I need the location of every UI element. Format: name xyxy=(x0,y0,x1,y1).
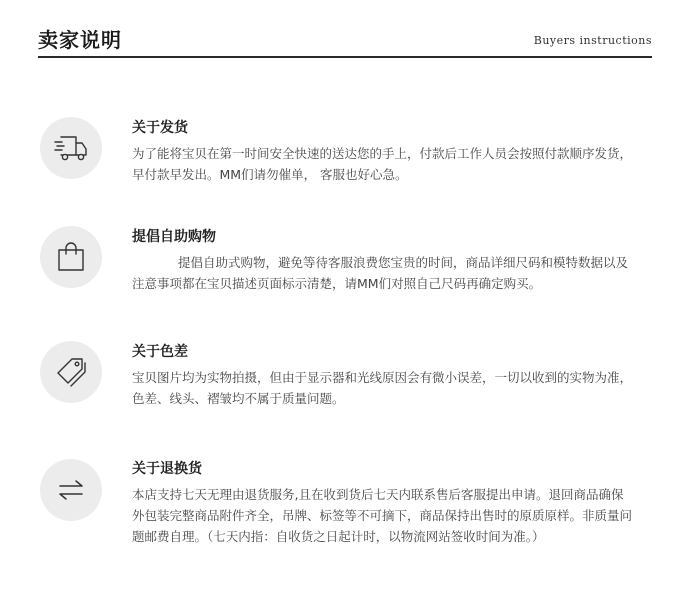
page-subtitle: Buyers instructions xyxy=(533,34,652,47)
shopping-bag-icon xyxy=(40,226,102,288)
section-title: 关于退换货 xyxy=(132,461,202,477)
section-title: 关于发货 xyxy=(132,120,188,136)
section-body: 本店支持七天无理由退货服务,且在收到货后七天内联系售后客服提出申请。退回商品确保外包装完整商品附件齐全，吊牌、标签等不可摘下，商品保持出售时的原质原样。非质量问题邮费自理。（七天内指：自收货之日起计时，以物流网站签收时间为准。） xyxy=(132,487,633,544)
section-title: 关于色差 xyxy=(132,344,188,360)
price-tag-icon xyxy=(40,341,102,403)
exchange-arrows-icon xyxy=(40,459,102,521)
page-title: 卖家说明 xyxy=(38,28,122,52)
section-body: 宝贝图片均为实物拍摄，但由于显示器和光线原因会有微小误差，一切以收到的实物为准，色差、线头、褶皱均不属于质量问题。 xyxy=(132,370,633,406)
page-header xyxy=(38,22,652,58)
delivery-truck-icon xyxy=(40,117,102,179)
section-body: 为了能将宝贝在第一时间安全快速的送达您的手上，付款后工作人员会按照付款顺序发货，早付款早发出。MM们请勿催单， 客服也好心急。 xyxy=(132,146,633,182)
section-shipping xyxy=(40,117,640,207)
section-title: 提倡自助购物 xyxy=(132,229,216,245)
section-returns xyxy=(40,458,640,578)
section-body: 提倡自助式购物，避免等待客服浪费您宝贵的时间，商品详细尺码和模特数据以及注意事项都在宝贝描述页面标示清楚，请MM们对照自己尺码再确定购买。 xyxy=(132,255,629,291)
section-color-difference xyxy=(40,341,640,421)
section-self-service xyxy=(40,226,640,321)
